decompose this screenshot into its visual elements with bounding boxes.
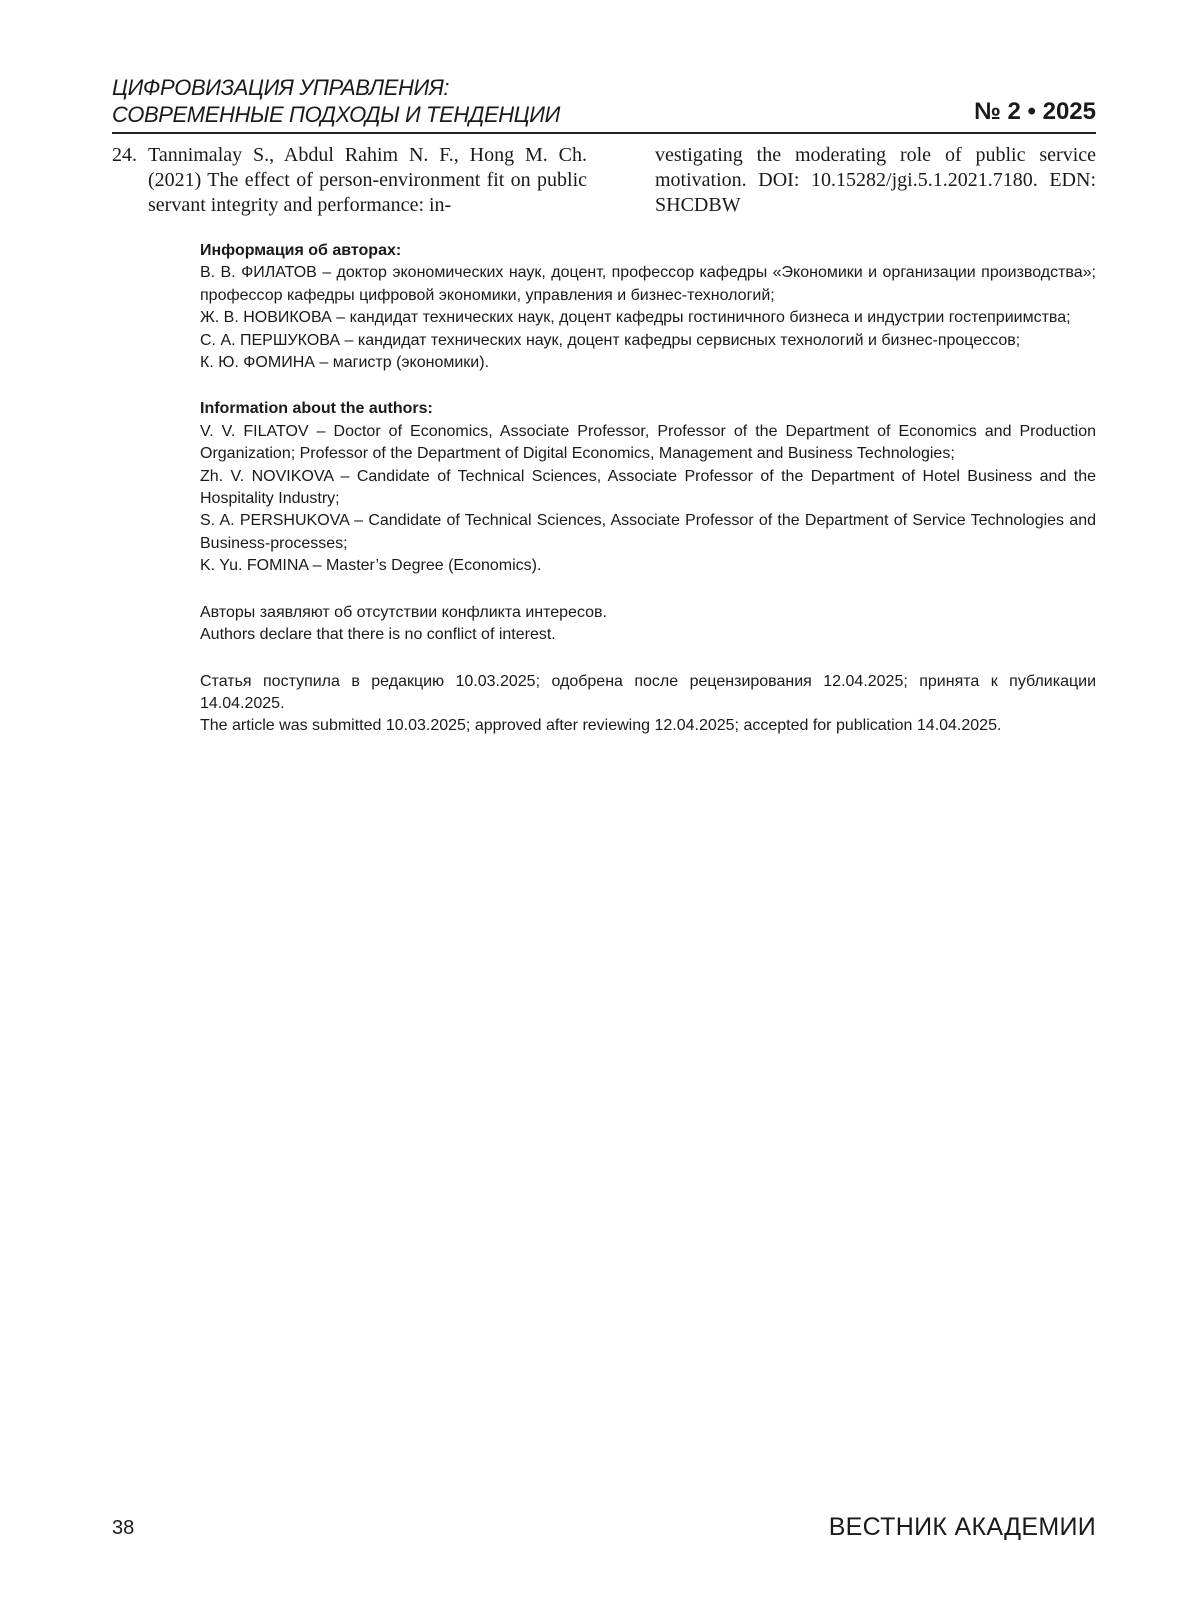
author-information <box>200 240 1096 762</box>
author-ru-line: В. В. ФИЛАТОВ – доктор экономических наук, доцент, профессор кафедры «Экономики и организации производства»; профессор кафедры цифровой экономики, управления и бизнес-технологий; <box>200 264 1096 304</box>
issue-number: № 2 • 2025 <box>974 98 1096 125</box>
author-ru-line: С. А. ПЕРШУКОВА – кандидат технических наук, доцент кафедры сервисных технологий и бизнес-процессов; <box>200 331 1021 349</box>
reference-text-left: Tannimalay S., Abdul Rahim N. F., Hong M. Ch. (2021) The effect of person-environment fit on public servant integrity and performance: in- <box>148 144 587 216</box>
authors-en-heading: Information about the authors: <box>200 400 433 418</box>
author-en-line: S. A. PERSHUKOVA – Candidate of Technical Sciences, Associate Professor of the Department of Service Technologies and Business-processes; <box>200 512 1096 552</box>
conflict-statement-ru: Авторы заявляют об отсутствии конфликта интересов. <box>200 603 607 621</box>
section-title-line-2: СОВРЕМЕННЫЕ ПОДХОДЫ И ТЕНДЕНЦИИ <box>112 102 560 127</box>
author-ru-line: Ж. В. НОВИКОВА – кандидат технических наук, доцент кафедры гостиничного бизнеса и индустрии гостеприимства; <box>200 309 1071 327</box>
authors-ru-heading: Информация об авторах: <box>200 242 402 259</box>
conflict-of-interest-section <box>200 602 1096 647</box>
reference-number: 24. <box>112 144 137 166</box>
author-en-line: Zh. V. NOVIKOVA – Candidate of Technical Sciences, Associate Professor of the Department of Hotel Business and the Hospitality Industry; <box>200 467 1096 508</box>
running-header <box>112 72 1096 134</box>
author-ru-line: К. Ю. ФОМИНА – магистр (экономики). <box>200 354 490 372</box>
page-number: 38 <box>112 1517 135 1539</box>
authors-ru-section <box>200 240 1096 374</box>
section-title-line-1: ЦИФРОВИЗАЦИЯ УПРАВЛЕНИЯ: <box>112 75 450 100</box>
journal-section-title <box>112 74 560 128</box>
author-en-line: K. Yu. FOMINA – Master’s Degree (Economics). <box>200 557 542 575</box>
journal-name: ВЕСТНИК АКАДЕМИИ <box>828 1513 1096 1541</box>
article-dates-ru: Статья поступила в редакцию 10.03.2025; одобрена после рецензирования 12.04.2025; принята к публикации 14.04.2025. <box>200 672 1096 712</box>
author-en-line: V. V. FILATOV – Doctor of Economics, Associate Professor, Professor of the Department of Economics and Production Organization; Professor of the Department of Digital Economics, Management and Business Technologies; <box>200 422 1096 463</box>
conflict-statement-en: Authors declare that there is no conflict of interest. <box>200 626 556 644</box>
reference-text-right: vestigating the moderating role of public service motivation. DOI: 10.15282/jgi.5.1.2021.7180. EDN: SHCDBW <box>655 144 1096 216</box>
authors-en-section <box>200 398 1096 577</box>
article-dates-section <box>200 671 1096 738</box>
article-dates-en: The article was submitted 10.03.2025; approved after reviewing 12.04.2025; accepted for publication 14.04.2025. <box>200 717 1002 735</box>
